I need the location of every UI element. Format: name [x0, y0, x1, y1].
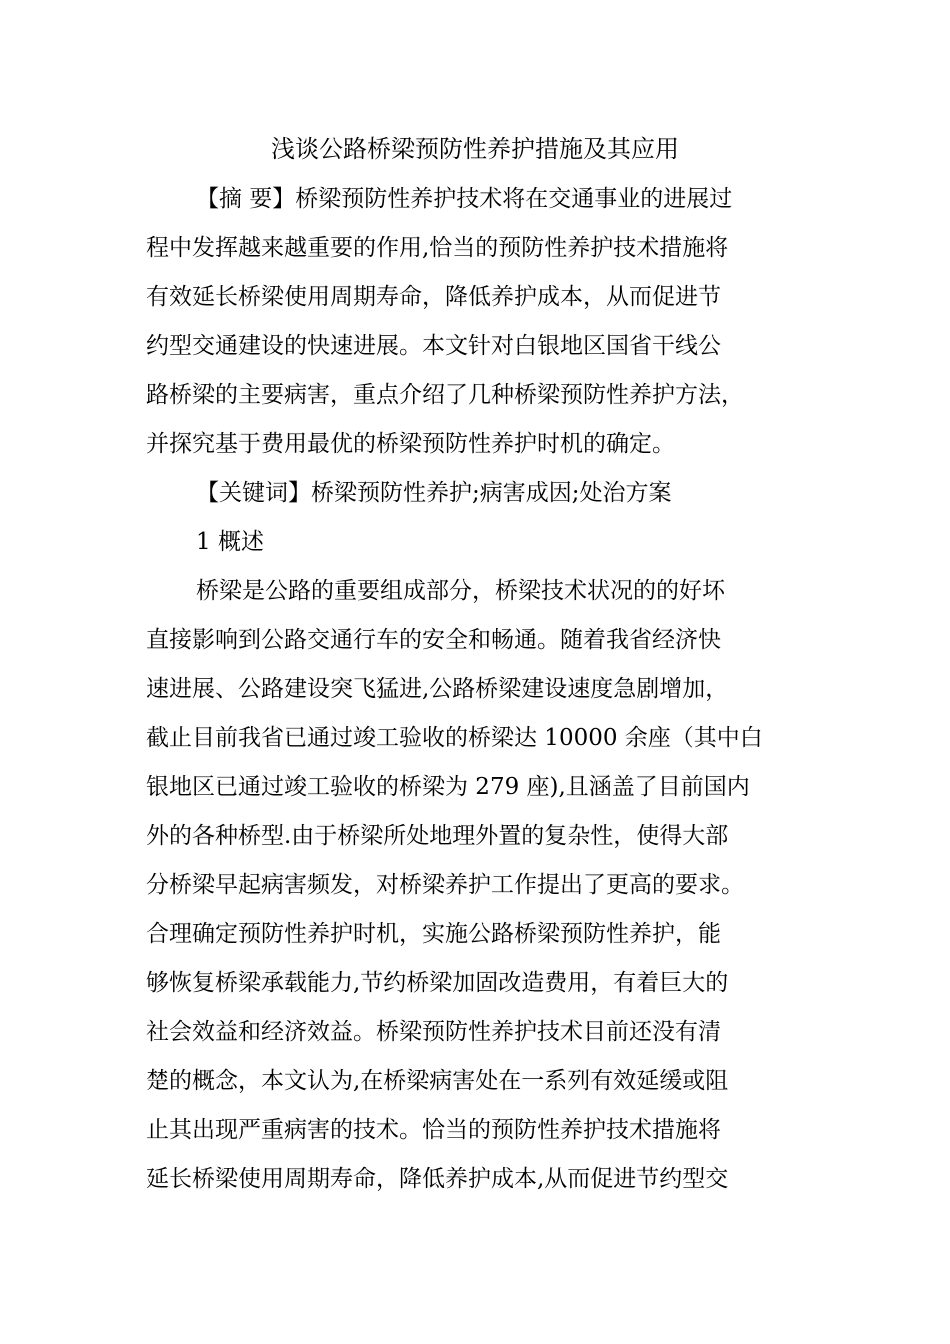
body-line-7: 分桥梁早起病害频发，对桥梁养护工作提出了更高的要求。 — [146, 872, 744, 898]
body-line-12: 止其出现严重病害的技术。恰当的预防性养护技术措施将 — [146, 1117, 721, 1143]
body-line-9: 够恢复桥梁承载能力,节约桥梁加固改造费用，有着巨大的 — [146, 970, 729, 996]
body-line-4: 截止目前我省已通过竣工验收的桥梁达 10000 余座（其中白 — [146, 725, 763, 751]
body-line-3: 速进展、公路建设突飞猛进,公路桥梁建设速度急剧增加， — [146, 676, 729, 702]
abstract-line-5: 路桥梁的主要病害，重点介绍了几种桥梁预防性养护方法， — [146, 382, 744, 408]
abstract-line-1: 【摘 要】桥梁预防性养护技术将在交通事业的进展过 — [196, 186, 733, 212]
abstract-line-6: 并探究基于费用最优的桥梁预防性养护时机的确定。 — [146, 431, 675, 457]
abstract-line-3: 有效延长桥梁使用周期寿命，降低养护成本，从而促进节 — [146, 284, 721, 310]
abstract-line-4: 约型交通建设的快速进展。本文针对白银地区国省干线公 — [146, 333, 721, 359]
body-line-6: 外的各种桥型.由于桥梁所处地理外置的复杂性，使得大部 — [146, 823, 729, 849]
keywords-line: 【关键词】桥梁预防性养护;病害成因;处治方案 — [196, 480, 672, 506]
section-heading-overview: 1 概述 — [196, 529, 264, 555]
body-line-5: 银地区已通过竣工验收的桥梁为 279 座),且涵盖了目前国内 — [146, 774, 750, 800]
body-line-1: 桥梁是公路的重要组成部分，桥梁技术状况的的好坏 — [196, 578, 725, 604]
body-line-8: 合理确定预防性养护时机，实施公路桥梁预防性养护，能 — [146, 921, 721, 947]
body-line-2: 直接影响到公路交通行车的安全和畅通。随着我省经济快 — [146, 627, 721, 653]
body-line-11: 楚的概念，本文认为,在桥梁病害处在一系列有效延缓或阻 — [146, 1068, 729, 1094]
abstract-line-2: 程中发挥越来越重要的作用,恰当的预防性养护技术措施将 — [146, 235, 729, 261]
body-line-13: 延长桥梁使用周期寿命，降低养护成本,从而促进节约型交 — [146, 1166, 729, 1192]
document-title: 浅谈公路桥梁预防性养护措施及其应用 — [271, 135, 679, 163]
body-line-10: 社会效益和经济效益。桥梁预防性养护技术目前还没有清 — [146, 1019, 721, 1045]
